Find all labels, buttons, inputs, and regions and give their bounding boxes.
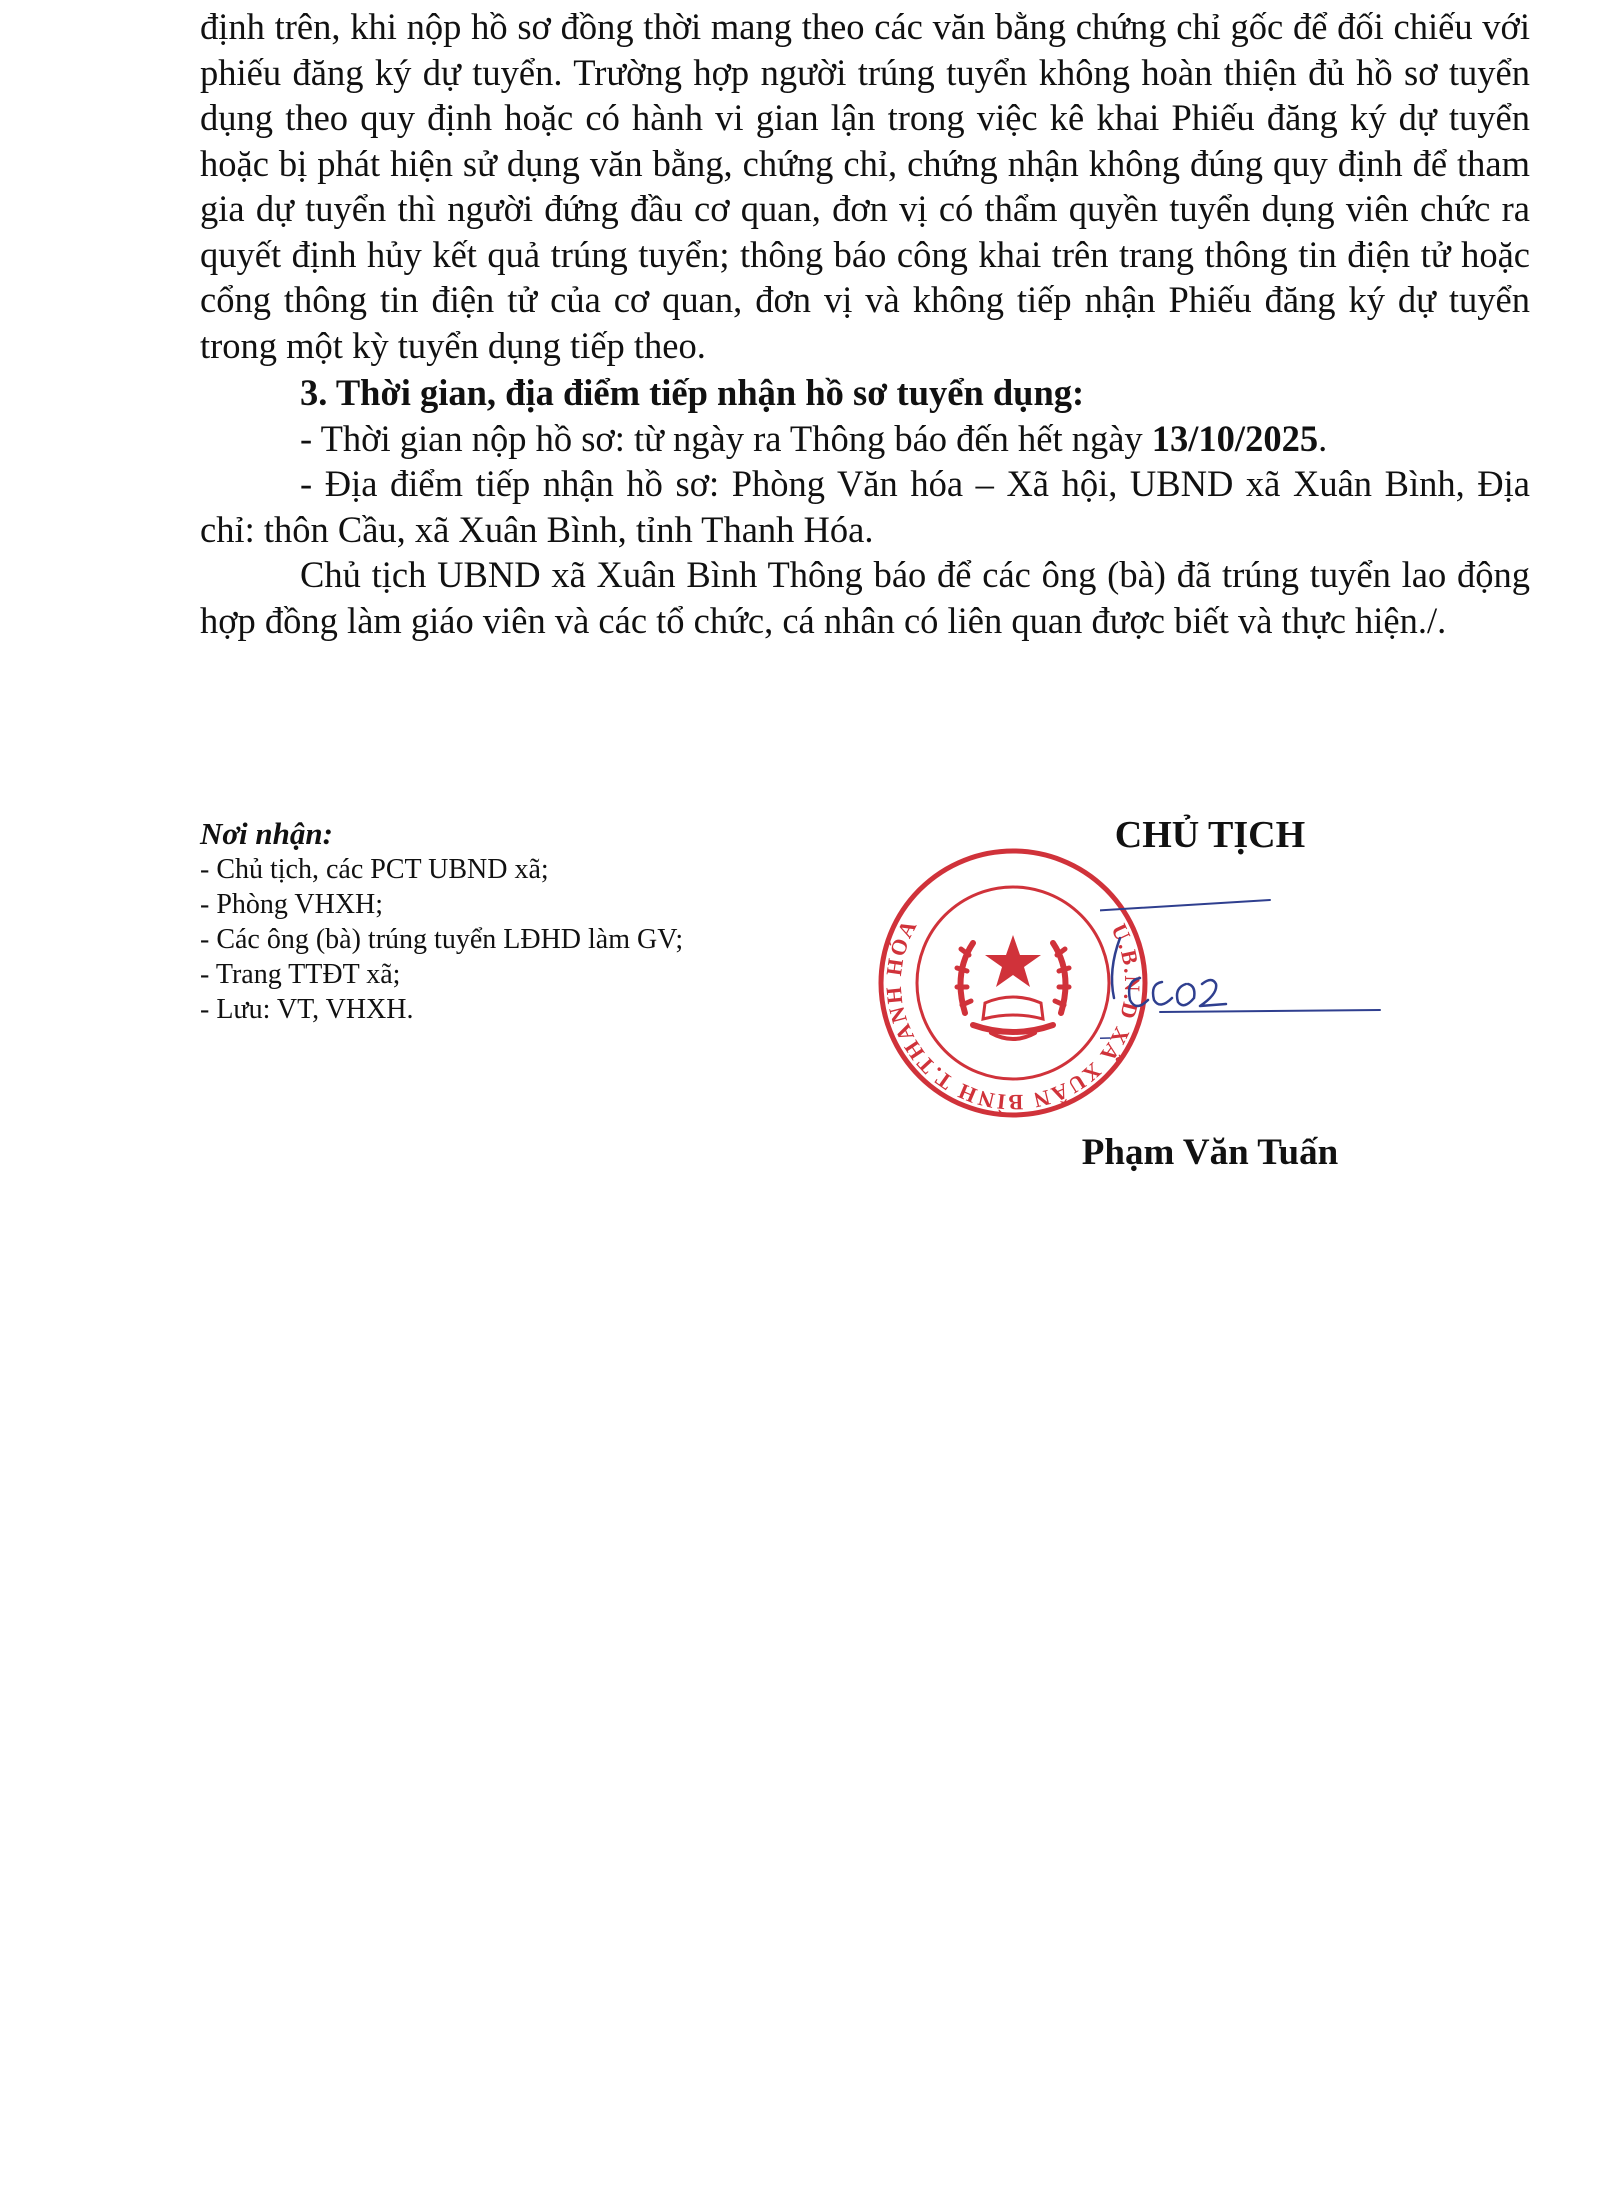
section-3-heading: 3. Thời gian, địa điểm tiếp nhận hồ sơ tuyển dụng: (300, 372, 1085, 413)
submission-time-suffix: . (1318, 417, 1328, 459)
document-body (200, 4, 1530, 643)
submission-location-line: - Địa điểm tiếp nhận hồ sơ: Phòng Văn hóa – Xã hội, UBND xã Xuân Bình, Địa chỉ: thôn Cầu, xã Xuân Bình, tỉnh Thanh Hóa. (200, 463, 1530, 550)
recipient-item: - Các ông (bà) trúng tuyển LĐHD làm GV; (200, 924, 684, 955)
recipient-item: - Lưu: VT, VHXH. (200, 994, 414, 1025)
recipient-item: - Phòng VHXH; (200, 889, 384, 920)
recipient-item: - Chủ tịch, các PCT UBND xã; (200, 854, 549, 885)
recipients-title: Nơi nhận: (200, 816, 333, 851)
recipients-block (200, 816, 820, 1027)
paragraph-continuation: định trên, khi nộp hồ sơ đồng thời mang theo các văn bằng chứng chỉ gốc để đối chiếu với phiếu đăng ký dự tuyển. Trường hợp người trúng tuyển không hoàn thiện đủ hồ sơ tuyển dụng theo quy định hoặc có hành vi gian lận trong việc kê khai Phiếu đăng ký dự tuyển hoặc bị phát hiện sử dụng văn bằng, chứng chỉ, chứng nhận không đúng quy định để tham gia dự tuyển thì người đứng đầu cơ quan, đơn vị có thẩm quyền tuyển dụng viên chức ra quyết định hủy kết quả trúng tuyển; thông báo công khai trên trang thông tin điện tử hoặc cổng thông tin điện tử của cơ quan, đơn vị và không tiếp nhận Phiếu đăng ký dự tuyển trong một kỳ tuyển dụng tiếp theo. (200, 6, 1530, 366)
signer-position: CHỦ TỊCH (1114, 814, 1306, 856)
signature-block (1000, 812, 1420, 1192)
seal-text: U.B.N.D XÃ XUÂN BÌNH T.THANH HÓA (880, 914, 1146, 1116)
submission-time-line (200, 416, 1530, 462)
submission-time-text: - Thời gian nộp hồ sơ: từ ngày ra Thông báo đến hết ngày (300, 417, 1152, 459)
recipients-list (200, 852, 820, 1027)
closing-paragraph: Chủ tịch UBND xã Xuân Bình Thông báo để các ông (bà) đã trúng tuyển lao động hợp đồng làm giáo viên và các tổ chức, cá nhân có liên quan được biết và thực hiện./. (200, 554, 1530, 641)
signer-name: Phạm Văn Tuấn (1081, 1132, 1339, 1173)
deadline-date: 13/10/2025 (1151, 417, 1319, 459)
recipient-item: - Trang TTĐT xã; (200, 959, 401, 990)
